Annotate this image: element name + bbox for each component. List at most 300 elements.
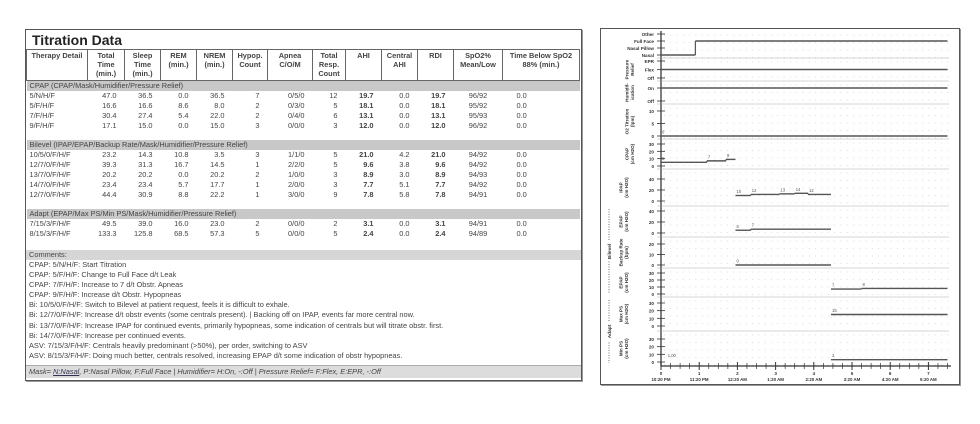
table-row <box>27 170 580 180</box>
table-cell: 12/7/0/F/H/F <box>29 160 71 169</box>
table-cell: 14.3 <box>138 150 153 159</box>
table-cell: 0.0 <box>516 121 527 130</box>
table-cell: 0.0 <box>399 91 410 100</box>
table-cell: 94/92 <box>468 150 488 159</box>
panel-label-line: Pressure <box>624 59 630 80</box>
table-cell: 5.7 <box>178 180 189 189</box>
y-tick-label: Off <box>647 76 654 81</box>
table-cell: 0/0/0 <box>288 229 305 238</box>
table-cell: 95/92 <box>468 101 488 110</box>
panel-label <box>618 272 628 293</box>
panel-label-line: Backup Rate <box>618 238 624 267</box>
table-cell: 1 <box>255 180 260 189</box>
panel-label <box>618 177 628 198</box>
table-cell: 3 <box>333 180 338 189</box>
table-row <box>27 101 580 111</box>
table-cell: 14/7/0/F/H/F <box>29 180 71 189</box>
panel-label-line: (cm H2O) <box>623 272 629 293</box>
table-cell: 2 <box>255 219 260 228</box>
legend-rest: , P:Nasal Pillow, F:Full Face | Humidifier= H:On, -:Off | Pressure Relief= F:Flex, E:EPR, -:Off <box>79 366 381 376</box>
table-cell: 2 <box>255 170 260 179</box>
y-tick-label: 0 <box>651 231 654 236</box>
point-label: 5 <box>662 155 665 161</box>
titration-chart <box>600 28 960 385</box>
legend-footer <box>26 365 581 378</box>
table-cell: 27.4 <box>138 111 153 120</box>
point-label: 9 <box>726 152 730 158</box>
table-row <box>27 150 580 160</box>
table-cell: 0.0 <box>516 101 527 110</box>
panel-label-line: Max PS <box>618 305 624 323</box>
table-cell: 15.0 <box>138 121 153 130</box>
table-cell: 9/F/H/F <box>29 121 55 130</box>
report-title: Titration Data <box>32 32 122 48</box>
table-row <box>27 229 580 239</box>
y-tick-label: 30 <box>648 142 654 147</box>
section-header <box>27 140 580 150</box>
x-tick-hour: 5 <box>850 371 854 376</box>
table-cell: 12 <box>329 91 338 100</box>
table-cell: 17.1 <box>102 121 117 130</box>
y-tick-label: 20 <box>648 188 654 193</box>
table-cell: 2.4 <box>435 229 446 238</box>
panel-label-line: (cm H2O) <box>623 177 629 198</box>
table-cell: 1 <box>255 190 260 199</box>
table-cell: 49.5 <box>102 219 117 228</box>
table-cell: 6 <box>333 111 338 120</box>
point-label: 0 <box>662 129 665 135</box>
table-cell: 20.2 <box>102 170 117 179</box>
x-tick-time: 3:20 AM <box>843 377 861 382</box>
x-tick-time: 12:20 AM <box>727 377 747 382</box>
table-cell: 2/2/0 <box>288 160 305 169</box>
legend-prefix: Mask= <box>29 366 54 376</box>
panel-label <box>624 83 634 102</box>
x-tick-time: 4:20 AM <box>881 377 899 382</box>
table-cell: 3 <box>255 121 260 130</box>
table-cell: 5 <box>255 229 260 238</box>
table-cell: 9 <box>333 190 338 199</box>
panel-label-line: Humidif- <box>624 83 630 102</box>
table-cell: 39.3 <box>102 160 117 169</box>
table-cell: 7 <box>255 91 260 100</box>
chart-svg <box>601 29 959 384</box>
point-label: 12 <box>809 187 814 193</box>
table-cell: 7.7 <box>435 180 446 189</box>
table-cell: 0.0 <box>399 101 410 110</box>
comment-line: Bi: 10/5/0/F/H/F: Switch to Bilevel at patient request, feels it is difficult to exhale. <box>29 300 290 310</box>
y-tick-label: 40 <box>648 209 654 214</box>
table-cell: 12/7/0/F/H/F <box>29 190 71 199</box>
y-tick-label: 5 <box>651 121 654 127</box>
table-cell: 0.0 <box>399 229 410 238</box>
panel-label-line: Min PS <box>618 340 624 357</box>
y-tick-label: Other <box>641 32 654 37</box>
comment-line: CPAP: 5/N/H/F: Start Titration <box>29 260 127 269</box>
table-cell: 3 <box>333 170 338 179</box>
x-tick-time: 10:20 PM <box>651 377 671 382</box>
comment-line: ASV: 7/15/3/F/H/F: Centrals heavily predominant (>50%), per order, switching to ASV <box>29 340 308 350</box>
point-label: 5 <box>736 223 739 229</box>
column-header: Time Below SpO2 88% (min.) <box>503 50 580 81</box>
section-header <box>27 81 580 92</box>
x-tick-time: 11:20 PM <box>689 377 709 382</box>
spacer-row <box>27 131 580 140</box>
group-label: Bilevel <box>608 243 613 260</box>
table-cell: 96/92 <box>468 91 488 100</box>
table-cell: 8.0 <box>214 101 225 110</box>
table-cell: 22.0 <box>210 111 225 120</box>
y-tick-label: 20 <box>648 344 654 350</box>
table-cell: 57.3 <box>210 229 225 238</box>
column-header: SpO2% Mean/Low <box>454 50 503 81</box>
table-cell: 5 <box>333 229 338 238</box>
table-cell: 16.6 <box>138 101 153 110</box>
table-cell: 16.6 <box>102 101 117 110</box>
column-header: Therapy Detail <box>27 50 88 81</box>
table-cell: 0/4/0 <box>288 111 305 120</box>
comment-line: Bi: 13/7/0/F/H/F: Increase IPAP for continued events, primarily hypopneas, some indication of centrals but will titrate obstr. first. <box>29 320 444 330</box>
table-cell: 0.0 <box>399 111 410 120</box>
column-header: Apnea C/O/M <box>268 50 313 81</box>
table-cell: 3.0 <box>399 170 410 179</box>
x-tick-time: 1:20 AM <box>767 377 784 382</box>
table-cell: 8.9 <box>435 170 446 179</box>
spacer-row <box>27 200 580 209</box>
y-tick-label: 0 <box>651 164 654 169</box>
y-tick-label: 30 <box>648 271 654 276</box>
table-cell: 5 <box>333 150 338 159</box>
table-cell: 0.0 <box>399 121 410 130</box>
table-cell: 23.0 <box>210 219 225 228</box>
column-header: Total Resp. Count <box>313 50 346 81</box>
point-label: 7 <box>707 154 711 160</box>
point-label: 3 <box>831 353 835 359</box>
comments-list <box>26 260 581 361</box>
table-cell: 94/91 <box>468 190 488 199</box>
table-cell: 9.6 <box>435 160 446 169</box>
table-cell: 0.0 <box>516 111 527 120</box>
table-cell: 13/7/0/F/H/F <box>29 170 71 179</box>
panel-label-line: (cm H2O) <box>623 338 629 359</box>
table-cell: 16.7 <box>174 160 189 169</box>
table-cell: 0.0 <box>178 121 189 130</box>
table-row <box>27 160 580 170</box>
table-cell: 1/1/0 <box>288 150 305 159</box>
table-cell: 12.0 <box>359 121 374 130</box>
y-tick-label: 0 <box>651 360 654 365</box>
table-cell: 5 <box>333 160 338 169</box>
table-cell: 20.2 <box>138 170 153 179</box>
table-cell: 0.0 <box>516 180 527 189</box>
comment-line: CPAP: 5/F/H/F: Change to Full Face d/t Leak <box>29 270 177 280</box>
table-cell: 5 <box>333 101 338 110</box>
table-cell: 13.1 <box>359 111 374 120</box>
table-cell: 0.0 <box>516 219 527 228</box>
y-tick-label: Full Face <box>634 39 654 44</box>
comment-line: CPAP: 9/F/H/F: Increase d/t Obstr. Hypopneas <box>29 290 182 300</box>
y-tick-label: 10 <box>648 156 654 162</box>
table-cell: 8/15/3/F/H/F <box>29 229 71 238</box>
section-label: Adapt (EPAP/Max PS/Min PS/Mask/Humidifier/Pressure Relief) <box>27 209 580 219</box>
table-cell: 2/0/0 <box>288 180 305 189</box>
table-cell: 36.5 <box>138 91 153 100</box>
point-label: 8 <box>862 281 865 287</box>
x-tick-time: 2:20 AM <box>805 377 823 382</box>
table-cell: 68.5 <box>174 229 189 238</box>
column-header: Sleep Time (min.) <box>125 50 161 81</box>
y-tick-label: 20 <box>648 242 654 247</box>
table-cell: 3.1 <box>435 219 446 228</box>
section-label: CPAP (CPAP/Mask/Humidifier/Pressure Relief) <box>27 81 580 92</box>
y-tick-label: 0 <box>651 292 654 297</box>
table-cell: 2.4 <box>363 229 374 238</box>
table-cell: 94/93 <box>468 170 488 179</box>
comment-line: Bi: 14/7/0/F/H/F: Increase per continued events. <box>29 330 186 340</box>
table-cell: 95/93 <box>468 111 488 120</box>
table-cell: 3.5 <box>214 150 225 159</box>
table-cell: 23.2 <box>102 150 117 159</box>
table-cell: 3/0/0 <box>288 190 305 199</box>
panel-label-line: (lpm) <box>629 115 635 128</box>
point-label: 0 <box>736 258 739 264</box>
table-cell: 0.0 <box>516 91 527 100</box>
table-cell: 30.4 <box>102 111 117 120</box>
x-tick-hour: 0 <box>659 371 663 376</box>
panel-label-line: (cm H2O) <box>623 211 629 232</box>
y-tick-label: 30 <box>648 301 654 306</box>
column-header: NREM (min.) <box>197 50 233 81</box>
y-tick-label: 40 <box>648 177 654 182</box>
point-label: 10 <box>736 189 742 194</box>
table-cell: 47.0 <box>102 91 117 100</box>
table-cell: 5.8 <box>399 190 410 199</box>
y-tick-label: 10 <box>648 316 654 322</box>
spacer-row <box>27 239 580 248</box>
comment-line: CPAP: 7/F/H/F: Increase to 7 d/t Obstr. Apneas <box>29 280 183 290</box>
column-header: RDI <box>418 50 454 81</box>
table-cell: 0.0 <box>516 229 527 238</box>
y-tick-label: 0 <box>651 263 654 268</box>
section-label: Bilevel (IPAP/EPAP/Backup Rate/Mask/Humidifier/Pressure Relief) <box>27 140 580 150</box>
table-row <box>27 190 580 200</box>
y-tick-label: 20 <box>648 278 654 283</box>
x-tick-hour: 4 <box>812 371 816 376</box>
table-cell: 3 <box>333 121 338 130</box>
table-row <box>27 180 580 190</box>
point-label: 13 <box>780 187 786 193</box>
table-cell: 0/0/0 <box>288 219 305 228</box>
y-tick-label: 10 <box>648 352 654 358</box>
comment-line: ASV: 8/15/3/F/H/F: Doing much better, centrals resolved, increasing EPAP d/t some indication of obstr hypopneas. <box>29 350 403 360</box>
table-cell: 0.0 <box>399 219 410 228</box>
table-cell: 96/92 <box>468 121 488 130</box>
table-cell: 3.8 <box>399 160 410 169</box>
table-cell: 17.7 <box>210 180 225 189</box>
column-header: Hypop. Count <box>233 50 268 81</box>
table-cell: 3 <box>255 150 260 159</box>
x-tick-time: 5:20 AM <box>920 377 937 382</box>
y-tick-label: 20 <box>648 149 654 155</box>
legend-link[interactable]: N:Nasal <box>53 366 80 376</box>
column-header: Total Time (min.) <box>88 50 125 81</box>
point-label: 14 <box>795 186 801 192</box>
table-cell: 2 <box>255 111 260 120</box>
table-cell: 16.0 <box>174 219 189 228</box>
table-cell: 36.5 <box>210 91 225 100</box>
y-tick-label: EPR <box>644 59 654 64</box>
table-cell: 10/5/0/F/H/F <box>29 150 71 159</box>
y-tick-label: 0 <box>651 324 654 329</box>
y-tick-label: 10 <box>648 285 654 290</box>
table-cell: 15.0 <box>210 121 225 130</box>
table-cell: 13.1 <box>431 111 446 120</box>
table-cell: 2 <box>255 101 260 110</box>
table-cell: 5.1 <box>399 180 410 189</box>
column-header: REM (min.) <box>161 50 197 81</box>
table-cell: 1/0/0 <box>288 170 305 179</box>
point-label: 1.00 <box>667 353 676 359</box>
point-label: 7 <box>831 282 835 288</box>
table-cell: 7.7 <box>363 180 374 189</box>
table-header-row <box>27 50 580 81</box>
table-cell: 125.8 <box>134 229 153 238</box>
table-cell: 12.0 <box>431 121 446 130</box>
table-cell: 23.4 <box>138 180 153 189</box>
x-tick-hour: 2 <box>736 371 739 376</box>
y-tick-label: 20 <box>648 308 654 314</box>
table-cell: 3.1 <box>363 219 374 228</box>
table-cell: 8.9 <box>363 170 374 179</box>
panel-label-line: ication <box>629 85 635 100</box>
x-tick-hour: 7 <box>927 371 930 376</box>
table-row <box>27 219 580 229</box>
table-cell: 94/92 <box>468 160 488 169</box>
table-cell: 22.2 <box>210 190 225 199</box>
panel-label-line: Relief <box>629 63 635 76</box>
y-tick-label: 0 <box>651 199 654 204</box>
panel-label <box>618 303 628 324</box>
y-tick-label: 0 <box>651 134 654 139</box>
table-cell: 20.2 <box>210 170 225 179</box>
table-cell: 0/0/0 <box>288 121 305 130</box>
table-cell: 2 <box>333 219 338 228</box>
table-cell: 4.2 <box>399 150 410 159</box>
table-cell: 7.8 <box>363 190 374 199</box>
table-cell: 9.6 <box>363 160 374 169</box>
column-header: AHI <box>346 50 382 81</box>
comments-heading: Comments: <box>26 250 581 260</box>
y-tick-label: Nasal Pillow <box>627 46 654 51</box>
point-label: 15 <box>831 308 837 313</box>
panel-label <box>618 238 628 266</box>
table-cell: 23.4 <box>102 180 117 189</box>
table-row <box>27 121 580 131</box>
group-label: Adapt <box>608 324 613 339</box>
x-tick-hour: 6 <box>888 371 892 376</box>
table-cell: 8.8 <box>178 190 189 199</box>
table-cell: 0.0 <box>516 150 527 159</box>
panel-label <box>618 338 628 359</box>
point-label: 7 <box>751 222 755 228</box>
table-cell: 1 <box>255 160 260 169</box>
table-cell: 5/N/H/F <box>29 91 55 100</box>
table-cell: 18.1 <box>359 101 374 110</box>
table-cell: 0.0 <box>516 170 527 179</box>
panel-label <box>624 108 634 134</box>
table-cell: 0.0 <box>178 170 189 179</box>
y-tick-label: 30 <box>648 337 654 342</box>
table-cell: 0.0 <box>516 190 527 199</box>
comment-line: Bi: 12/7/0/F/H/F: Increase d/t obstr events (some centrals present). | Backing off on IPAP, events far more central now. <box>29 310 415 320</box>
point-label: 12 <box>751 187 757 193</box>
table-cell: 94/89 <box>468 229 488 238</box>
table-cell: 5.4 <box>178 111 189 120</box>
titration-table <box>26 49 580 248</box>
table-cell: 39.0 <box>138 219 153 228</box>
table-cell: 0.0 <box>178 91 189 100</box>
table-cell: 94/91 <box>468 219 488 228</box>
table-cell: 7/15/3/F/H/F <box>29 219 71 228</box>
x-tick-hour: 3 <box>774 371 777 376</box>
table-cell: 21.0 <box>431 150 446 159</box>
column-header: Central AHI <box>382 50 418 81</box>
panel-label <box>624 143 634 164</box>
table-cell: 31.3 <box>138 160 153 169</box>
section-header <box>27 209 580 219</box>
table-cell: 133.3 <box>98 229 117 238</box>
table-cell: 0.0 <box>516 160 527 169</box>
panel-label-line: (bpm) <box>623 246 629 259</box>
table-cell: 7.8 <box>435 190 446 199</box>
panel-label <box>624 59 634 79</box>
y-tick-label: Nasal <box>641 53 654 58</box>
y-tick-label: 20 <box>648 220 654 225</box>
panel-label-line: EPAP <box>618 276 624 289</box>
x-tick-hour: 1 <box>697 371 701 376</box>
panel-label-line: CPAP <box>624 147 630 161</box>
y-tick-label: Off <box>647 99 654 104</box>
table-cell: 94/92 <box>468 180 488 189</box>
panel-label-line: IPAP <box>618 182 624 193</box>
table-cell: 7/F/H/F <box>29 111 55 120</box>
panel-label-line: (cm H2O) <box>623 303 629 325</box>
y-tick-label: Flex <box>644 67 654 73</box>
table-cell: 18.1 <box>431 101 446 110</box>
table-cell: 44.4 <box>102 190 117 199</box>
panel-label-line: EPAP <box>618 215 624 228</box>
table-row <box>27 91 580 101</box>
panel-label-line: O2 Titration <box>624 108 630 135</box>
y-tick-label: On <box>647 86 654 91</box>
table-cell: 30.9 <box>138 190 153 199</box>
table-cell: 8.6 <box>178 101 189 110</box>
y-tick-label: 10 <box>648 109 654 114</box>
table-row <box>27 111 580 121</box>
y-tick-label: 10 <box>648 252 654 258</box>
panel-label-line: (cm H2O) <box>629 143 635 165</box>
titration-report <box>25 29 582 381</box>
table-cell: 14.5 <box>210 160 225 169</box>
table-cell: 10.8 <box>174 150 189 159</box>
table-cell: 0/3/0 <box>288 101 305 110</box>
table-cell: 0/5/0 <box>288 91 305 100</box>
table-cell: 5/F/H/F <box>29 101 55 110</box>
panel-label <box>618 211 628 232</box>
table-cell: 19.7 <box>431 91 446 100</box>
table-cell: 19.7 <box>359 91 374 100</box>
table-cell: 21.0 <box>359 150 374 159</box>
